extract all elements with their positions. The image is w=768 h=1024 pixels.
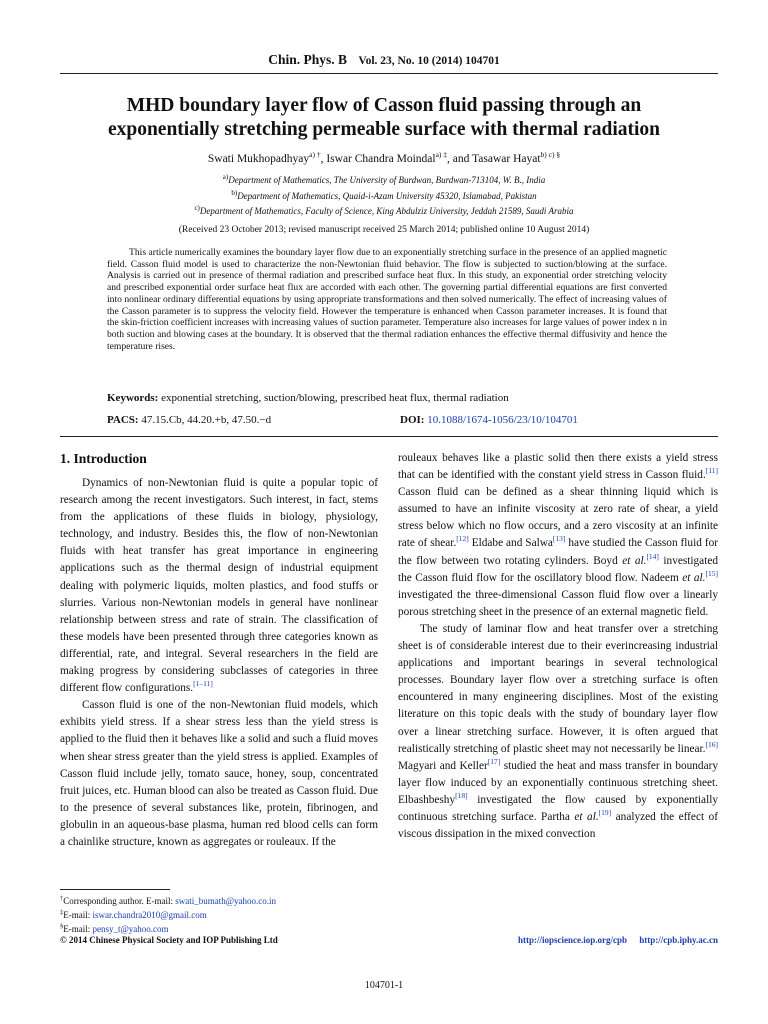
journal-urls (482, 935, 718, 945)
author-name: Tasawar Hayat (472, 152, 541, 165)
paragraph-text: investigated the Casson fluid flow for the oscillatory blood flow. Nadeem (398, 554, 718, 584)
author-separator: , and (447, 152, 473, 165)
footnote-rule (60, 889, 170, 890)
right-column (398, 450, 718, 843)
paragraph-text: analyzed the effect of viscous dissipation in the mixed convection (398, 810, 719, 841)
keywords (107, 392, 707, 404)
paragraph-text: Magyari and Keller (398, 759, 488, 772)
paragraph (398, 450, 718, 621)
author-name: Iswar Chandra Moindal (326, 152, 436, 165)
left-column (60, 450, 378, 851)
pacs-text: 47.15.Cb, 44.20.+b, 47.50.−d (141, 414, 272, 426)
author-list (0, 150, 768, 165)
journal-header (0, 52, 768, 68)
doi (400, 414, 578, 426)
citation-link[interactable]: [19] (598, 808, 612, 818)
paragraph-text: investigated the flow caused by exponentially continuous stretching surface. Partha (398, 793, 718, 823)
et-al: et al. (574, 810, 599, 823)
author-mark: b) c) § (540, 150, 561, 159)
affiliation (0, 171, 768, 187)
abstract-rule (60, 436, 718, 437)
affiliation-text: Department of Mathematics, Faculty of Science, King Abdulziz University, Jeddah 21589, Saudi Arabia (199, 206, 574, 216)
pacs (107, 414, 271, 426)
paragraph-text: Dynamics of non-Newtonian fluid is quite a popular topic of research among the recent investigators. Such interest, in fact, stems from the applications of these fluids in biology, physiology, technology, and industry. Besides this, the flow of non-Newtonian fluids with heat transfer has great importance in engineering applications such as the thermal design of industrial equipment dealing with polymeric liquids, molten plastics, and food stuffs or slurries. Various non-Newtonian models in general have nonlinear relationship between stress and rate of strain. The classification of these models have been presented through three categories known as differential, rate, and integral. Several researchers in the field are making progress by considering subclasses of categories in three different flow configurations. (60, 477, 378, 695)
header-rule (60, 73, 718, 74)
citation-link[interactable]: [14] (646, 551, 659, 561)
paragraph-text: rouleaux behaves like a plastic solid then there exists a yield stress that can be identified with the constant yield stress in Casson fluid. (398, 452, 718, 482)
affiliation (0, 202, 768, 218)
paragraph: Casson fluid is one of the non-Newtonian fluid models, which exhibits yield stress. If a shear stress less than the yield stress is applied to the fluid then it behaves like a solid and such a fluid moves when shear stress greater than the yield stress is applied. Examples of Casson fluid include jelly, tomato sauce, honey, soup, concentrated fruit juices, etc. Human blood can also be treated as Casson fluid. Due to the presence of several substances like, protein, fibrinogen, and globulin in an aqueous-base plasma, human red blood cells can form a chainlike structure, known as aggregates or rouleaux. If the (60, 699, 378, 848)
email-link[interactable]: swati_bumath@yahoo.co.in (175, 896, 277, 906)
title-line-1: MHD boundary layer flow of Casson fluid passing through an (126, 95, 642, 116)
cpb-link[interactable]: http://cpb.iphy.ac.cn (639, 935, 718, 945)
citation-link[interactable]: [18] (455, 791, 468, 801)
footnote-label: E-mail: (63, 924, 93, 934)
email-link[interactable]: pensy_t@yahoo.com (92, 924, 169, 934)
affiliation-mark: c) (194, 204, 200, 212)
footnote-label: Corresponding author. E-mail: (63, 896, 176, 906)
copyright-notice: © 2014 Chinese Physical Society and IOP Publishing Ltd (60, 935, 278, 945)
paragraph-text: Eldabe and Salwa (468, 537, 553, 550)
footnote-mark: † (60, 895, 64, 902)
citation-link[interactable]: [11] (705, 466, 718, 476)
journal-volume: Vol. 23, No. 10 (2014) 104701 (358, 55, 500, 67)
author-mark: a) † (309, 150, 321, 159)
paper-title (40, 94, 728, 142)
paragraph (60, 475, 378, 697)
received-dates: (Received 23 October 2013; revised manuscript received 25 March 2014; published online 10 August 2014) (178, 225, 590, 235)
et-al: et al. (622, 554, 647, 567)
footnote-mark: ‡ (60, 909, 64, 916)
email-link[interactable]: iswar.chandra2010@gmail.com (92, 910, 207, 920)
footnote (60, 893, 378, 907)
citation-link[interactable]: [17] (487, 756, 501, 766)
abstract: This article numerically examines the boundary layer flow due to an exponentially stretching surface in the presence of an applied magnetic field. Casson fluid model is used to characterize the non-Newtonian fluid behavior. The flow is subjected to suction/blowing at the surface. Analysis is carried out in presence of thermal radiation and prescribed surface heat flux. In this study, an exponential order stretching velocity and prescribed exponential order surface heat flux are accorded with each other. The governing partial differential equations are first converted into nonlinear ordinary differential equations by using appropriate transformations and then solved numerically. The effect of increasing values of the Casson parameter is to suppress the velocity field. However the temperature is enhanced when Casson parameter increases. It is found that the skin-friction coefficient increases with increasing values of suction parameter. Temperature also increases for large values of power index n in both suction and blowing cases at the boundary. It is observed that the thermal radiation enhances the effective thermal diffusivity and hence the temperature rises. (107, 247, 667, 352)
author-mark: a) ‡ (435, 150, 448, 159)
footnotes (60, 893, 378, 935)
citation-link[interactable]: [1–11] (193, 679, 213, 689)
affiliation (0, 187, 768, 203)
paragraph-text: investigated the three-dimensional Casson fluid flow over a linearly porous stretching sheet in the presence of an external magnetic field. (398, 588, 718, 618)
citation-link[interactable]: [13] (552, 534, 566, 544)
doi-label: DOI: (400, 414, 425, 426)
keywords-text: exponential stretching, suction/blowing, prescribed heat flux, thermal radiation (161, 392, 509, 404)
affiliations (0, 171, 768, 218)
journal-name: Chin. Phys. B (268, 52, 347, 67)
paragraph-text: The study of laminar flow and heat transfer over a stretching sheet is of considerable interest due to their everincreasing industrial applications and important bearings in several technological processes. Boundary layer flow over a stretching surface is often encountered in many engineering disciplines. Most of the existing literature on this topic deals with the study of boundary layer flow over a linear stretching surface. However, it is often argued that realistically stretching of plastic sheet may not necessarily be linear. (398, 622, 718, 755)
affiliation-text: Department of Mathematics, The University of Burdwan, Burdwan-713104, W. B., India (228, 175, 546, 185)
affiliation-text: Department of Mathematics, Quaid-i-Azam University 45320, Islamabad, Pakistan (237, 190, 537, 201)
iopscience-link[interactable]: http://iopscience.iop.org/cpb (517, 935, 627, 945)
paragraph-text: studied the heat and mass transfer in boundary layer flow induced by an exponentially continuous stretching sheet. Elbashbeshy (398, 759, 718, 806)
affiliation-mark: a) (222, 173, 229, 181)
author-name: Swati Mukhopadhyay (207, 152, 310, 165)
page-number: 104701-1 (364, 980, 404, 991)
pacs-label: PACS: (107, 414, 139, 426)
et-al: et al. (682, 571, 706, 584)
affiliation-mark: b) (231, 188, 238, 197)
footnote (60, 921, 378, 935)
footnote (60, 907, 378, 921)
citation-link[interactable]: [12] (456, 534, 469, 544)
paragraph-text: have studied the Casson fluid for the flow between two rotating cylinders. Boyd (398, 537, 718, 567)
footnote-label: E-mail: (63, 910, 93, 920)
paragraph (398, 621, 718, 843)
author-separator: , (320, 152, 327, 165)
section-heading: 1. Introduction (60, 451, 147, 466)
citation-link[interactable]: [15] (705, 568, 718, 578)
footnote-mark: § (60, 923, 64, 930)
doi-link[interactable]: 10.1088/1674-1056/23/10/104701 (427, 414, 578, 426)
title-line-2: exponentially stretching permeable surface with thermal radiation (107, 119, 661, 140)
citation-link[interactable]: [16] (705, 739, 718, 749)
paragraph-text: Casson fluid can be defined as a shear thinning liquid which is assumed to have an infinite viscosity at zero rate of shear, a yield stress below which no flow occurs, and a zero viscosity at an infinite rate of shear. (398, 486, 718, 550)
keywords-label: Keywords: (107, 392, 159, 404)
